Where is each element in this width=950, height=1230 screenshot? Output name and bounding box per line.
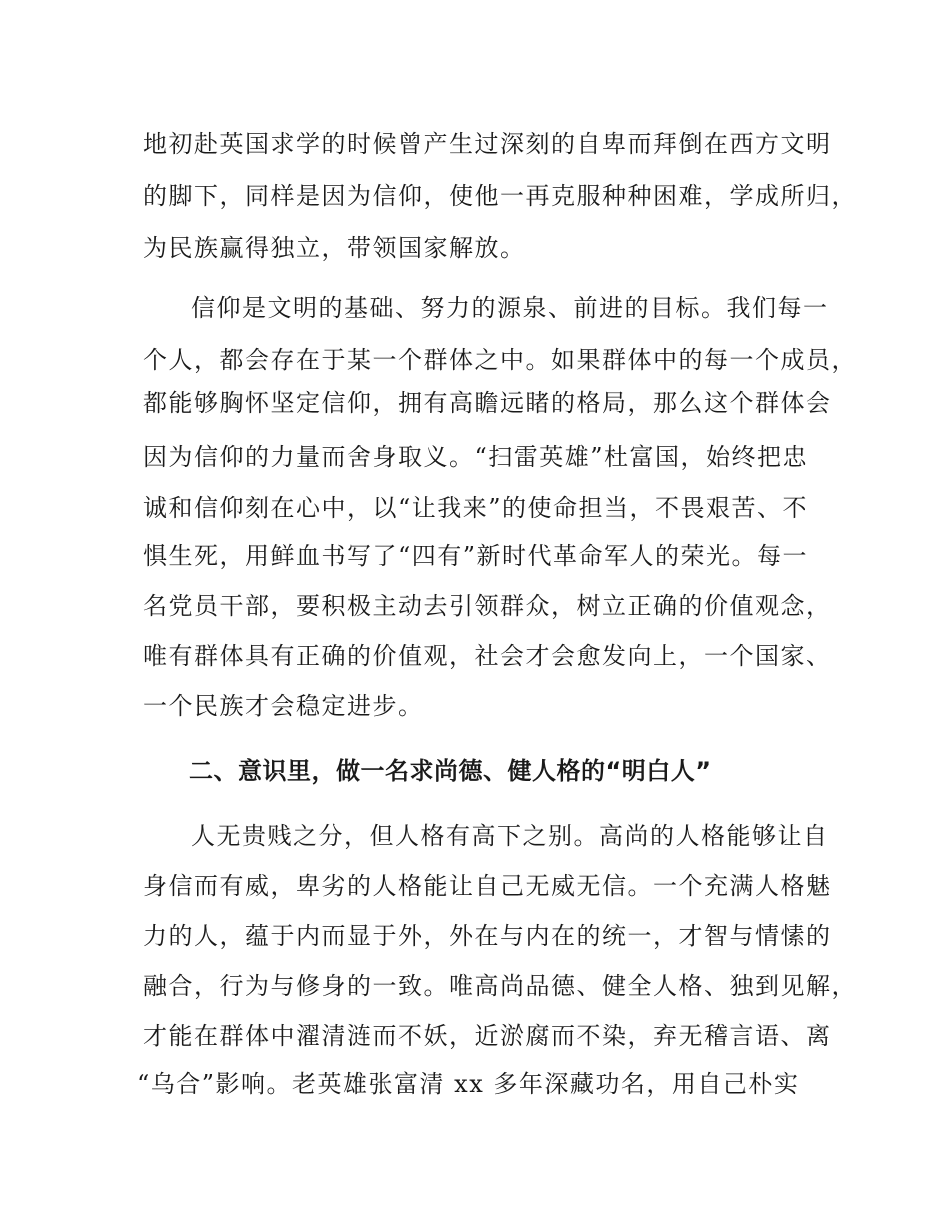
paragraph-line: 诚和信仰刻在心中，以“让我来”的使命担当，不畏艰苦、不 bbox=[143, 494, 809, 522]
section-heading: 二、意识里，做一名求尚德、健人格的“明白人” bbox=[189, 757, 712, 785]
paragraph-line: 身信而有威，卑劣的人格能让自己无威无信。一个充满人格魅 bbox=[143, 872, 832, 900]
paragraph-line: 名党员干部，要积极主动去引领群众，树立正确的价值观念， bbox=[143, 592, 832, 620]
paragraph-line: “乌合”影响。老英雄张富清 xx 多年深藏功名，用自己朴实 bbox=[137, 1070, 800, 1098]
paragraph-line: 唯有群体具有正确的价值观，社会才会愈发向上，一个国家、 bbox=[143, 642, 832, 670]
paragraph-line: 融合，行为与修身的一致。唯高尚品德、健全人格、独到见解， bbox=[143, 972, 857, 1000]
paragraph-line: 的脚下，同样是因为信仰，使他一再克服种种困难，学成所归， bbox=[143, 182, 857, 210]
paragraph-line: 地初赴英国求学的时候曾产生过深刻的自卑而拜倒在西方文明 bbox=[143, 130, 832, 158]
paragraph-line: 因为信仰的力量而舍身取义。“扫雷英雄”杜富国，始终把忠 bbox=[143, 443, 809, 471]
paragraph-line: 力的人，蕴于内而显于外，外在与内在的统一，才智与情愫的 bbox=[143, 922, 832, 950]
paragraph-line: 人无贵贱之分，但人格有高下之别。高尚的人格能够让自 bbox=[191, 822, 829, 850]
paragraph-line: 为民族赢得独立，带领国家解放。 bbox=[143, 234, 526, 262]
paragraph-line: 个人，都会存在于某一个群体之中。如果群体中的每一个成员， bbox=[143, 346, 857, 374]
paragraph-line: 信仰是文明的基础、努力的源泉、前进的目标。我们每一 bbox=[191, 294, 829, 322]
paragraph-line: 都能够胸怀坚定信仰，拥有高瞻远睹的格局，那么这个群体会 bbox=[143, 389, 832, 417]
paragraph-line: 才能在群体中濯清涟而不妖，近淤腐而不染，弃无稽言语、离 bbox=[143, 1022, 832, 1050]
paragraph-line: 惧生死，用鲜血书写了“四有”新时代革命军人的荣光。每一 bbox=[143, 542, 809, 570]
paragraph-line: 一个民族才会稳定进步。 bbox=[143, 692, 424, 720]
